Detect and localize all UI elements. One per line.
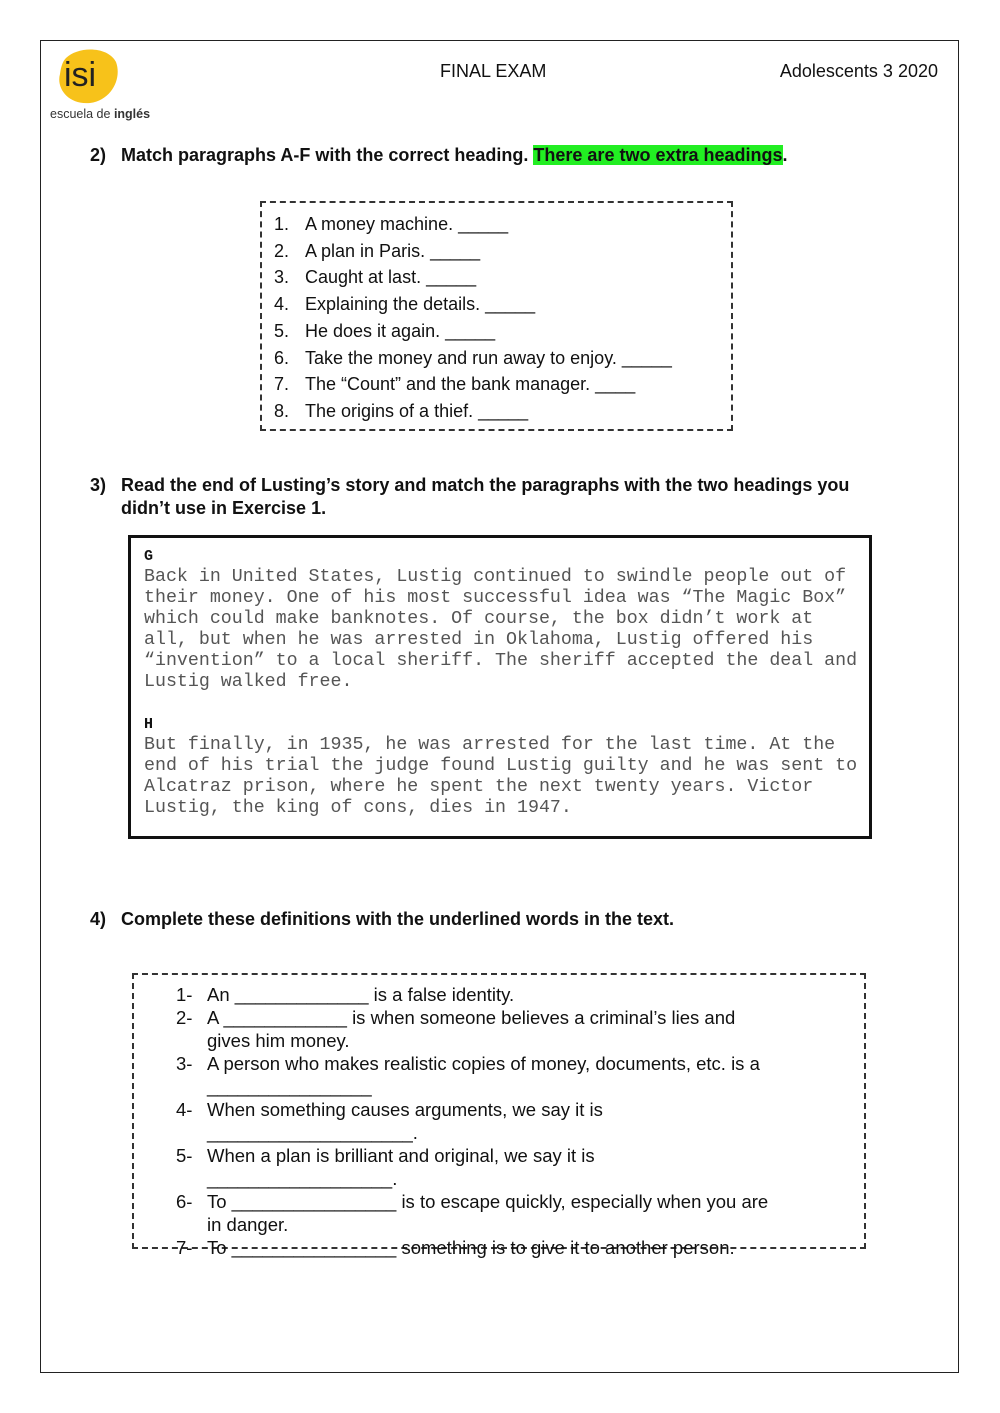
item-number: 4. xyxy=(274,294,290,315)
item-number: 4- xyxy=(176,1099,193,1120)
paragraph-h: But finally, in 1935, he was arrested for the last time. At the end of his trial the judge found Lustig guilty and he was sent to Alcatraz prison, where he spent the next twenty years. Victor Lustig, the king of cons, dies in 1947. xyxy=(144,735,858,818)
paragraph-g: Back in United States, Lustig continued to swindle people out of their money. One of his most successful idea was “The Magic Box” which could make banknotes. Of course, the box didn’t work at all, but when he was arrested in Oklahoma, Lustig offered his “invention” to a local sheriff. The sheriff accepted the deal and Lustig walked free. xyxy=(144,567,858,692)
item-number: 7. xyxy=(274,374,290,395)
heading-item xyxy=(274,371,731,398)
headings-box xyxy=(260,201,733,431)
heading-item xyxy=(274,238,731,265)
item-number: 1- xyxy=(176,984,193,1005)
definition-item xyxy=(134,1144,775,1190)
paragraph-label-g: G xyxy=(144,548,154,565)
heading-item xyxy=(274,211,731,238)
highlighted-note: There are two extra headings xyxy=(533,145,783,165)
item-number: 5. xyxy=(274,320,290,341)
logo-subtitle: escuela de inglés xyxy=(50,107,151,121)
item-text: To ________________ something is to give it to another person. xyxy=(207,1237,735,1258)
item-text: The “Count” and the bank manager. ____ xyxy=(305,374,636,395)
item-number: 3- xyxy=(176,1053,193,1074)
heading-item xyxy=(274,264,731,291)
item-text: He does it again. _____ xyxy=(305,320,496,341)
item-number: 5- xyxy=(176,1145,193,1166)
definition-item xyxy=(134,1006,775,1052)
definition-item xyxy=(134,1236,775,1259)
definition-item xyxy=(134,1190,775,1236)
story-box xyxy=(128,535,872,839)
item-number: 8. xyxy=(274,400,290,421)
item-text: Explaining the details. _____ xyxy=(305,294,536,315)
item-text: An _____________ is a false identity. xyxy=(207,984,515,1005)
heading-item xyxy=(274,291,731,318)
item-text: Take the money and run away to enjoy. _____ xyxy=(305,347,672,368)
definition-item xyxy=(134,1098,775,1144)
item-number: 6- xyxy=(176,1191,193,1212)
item-number: 1. xyxy=(274,214,290,234)
item-number: 7- xyxy=(176,1237,193,1258)
heading-item xyxy=(274,398,731,425)
item-text: The origins of a thief. _____ xyxy=(305,400,529,421)
heading-item xyxy=(274,345,731,372)
svg-text:isi: isi xyxy=(64,56,97,94)
item-text: A person who makes realistic copies of money, documents, etc. is a ________________ xyxy=(207,1053,760,1097)
item-number: 3. xyxy=(274,267,290,288)
item-text: When a plan is brilliant and original, we say it is __________________. xyxy=(207,1145,595,1189)
exam-title: FINAL EXAM xyxy=(440,61,547,81)
definition-item xyxy=(134,983,775,1006)
paragraph-label-h: H xyxy=(144,716,154,733)
item-number: 2- xyxy=(176,1007,193,1028)
item-text: A money machine. _____ xyxy=(305,214,509,234)
definitions-box xyxy=(132,973,866,1258)
item-text: A plan in Paris. _____ xyxy=(305,240,481,261)
isi-logo xyxy=(58,48,120,104)
item-number: 6. xyxy=(274,347,290,368)
item-text: Caught at last. _____ xyxy=(305,267,477,288)
item-text: When something causes arguments, we say it is ____________________. xyxy=(207,1099,603,1143)
item-text: To ________________ is to escape quickly, especially when you are in danger. xyxy=(207,1191,769,1235)
item-number: 2. xyxy=(274,240,290,261)
definition-item xyxy=(134,1052,775,1098)
exam-level: Adolescents 3 2020 xyxy=(779,61,938,81)
heading-item xyxy=(274,318,731,345)
item-text: A ____________ is when someone believes a criminal’s lies and gives him money. xyxy=(207,1007,736,1051)
